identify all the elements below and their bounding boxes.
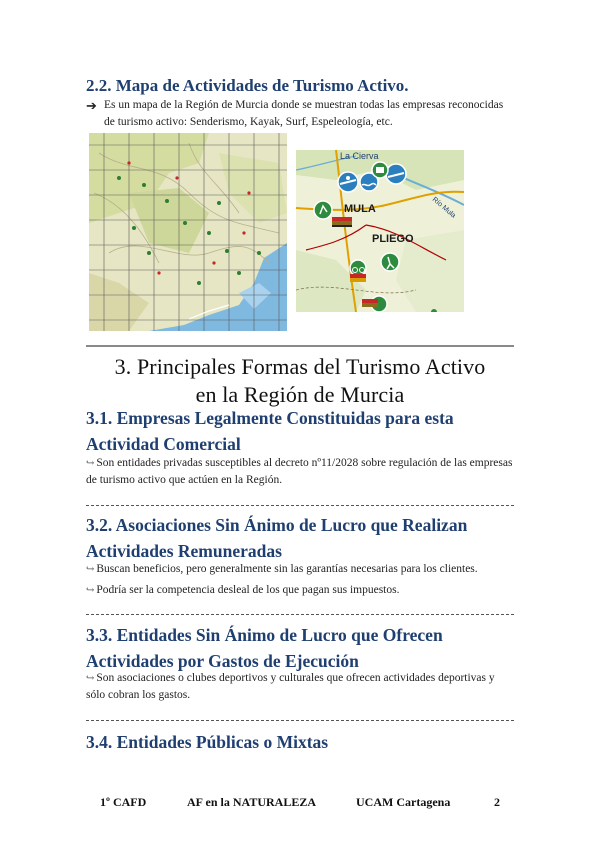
section-3-2-bullet-2-text: Podría ser la competencia desleal de los que pagan sus impuestos. [96,584,400,596]
hook-arrow-icon: ↪ [86,564,95,575]
footer-page-number: 2 [494,795,500,809]
section-3-3-bullet [86,670,514,704]
page-footer [100,795,500,813]
map-label-rio-mula: Río Mula [430,196,457,220]
dashed-divider [86,614,514,615]
map-label-la-cierva: La Cierva [340,151,379,161]
section-2-2-heading: 2.2. Mapa de Actividades de Turismo Activo. [86,76,409,95]
section-3-3-heading-line1: 3.3. Entidades Sin Ánimo de Lucro que Ofrecen [86,625,443,645]
section-3-2-bullet-2 [86,582,514,599]
dashed-divider [86,505,514,506]
kayak-icon [338,172,358,192]
section-3-heading-line2: en la Región de Murcia [195,382,405,407]
footer-institution: UCAM Cartagena [356,795,451,809]
map-label-pliego: PLIEGO [372,233,414,245]
bus-icon [372,162,388,178]
section-3-heading-line1: 3. Principales Formas del Turismo Activo [114,354,486,379]
dashed-divider [86,720,514,721]
section-3-2-heading-line1: 3.2. Asociaciones Sin Ánimo de Lucro que Realizan [86,515,468,535]
section-3-1-heading-line2: Actividad Comercial [86,434,241,454]
section-3-3-bullet-text: Son asociaciones o clubes deportivos y culturales que ofrecen actividades deportivas y sólo cobran los gastos. [86,672,495,701]
hook-arrow-icon: ↪ [86,458,95,469]
climbing-icon [314,201,332,219]
section-3-1-bullet-text: Son entidades privadas susceptibles al decreto nº11/2028 sobre regulación de las empresas de turismo activo que actúen en la Región. [86,457,513,486]
hook-arrow-icon: ↪ [86,585,95,596]
arrow-right-icon: ➔ [86,98,97,113]
rafting-icon [386,164,406,184]
section-3-4-heading: 3.4. Entidades Públicas o Mixtas [86,732,329,752]
section-3-2-bullet-1-text: Buscan beneficios, pero generalmente sin las garantías necesarias para los clientes. [96,563,478,575]
section-3-1-heading-line1: 3.1. Empresas Legalmente Constituidas para esta [86,408,454,428]
mula-pliego-detail-map [296,150,464,312]
section-3-2-bullet-1 [86,561,514,578]
footer-course: 1º CAFD [100,795,147,809]
footer-subject: AF en la NATURALEZA [187,795,317,809]
map-label-mula: MULA [344,203,376,215]
section-3-1-bullet [86,455,514,489]
cycling-icon [350,260,366,276]
hook-arrow-icon: ↪ [86,673,95,684]
section-2-2-bullet-text: Es un mapa de la Región de Murcia donde se muestran todas las empresas reconocidas de turismo activo: Senderismo, Kayak, Surf, Espeleología, etc. [104,99,504,128]
hiking-icon [381,253,399,271]
region-overview-map [89,133,287,331]
section-3-2-heading-line2: Actividades Remuneradas [86,541,282,561]
detail-map-graphic [296,150,464,312]
lodging-marker-icon [332,217,352,227]
camping-marker-icon [350,274,366,282]
hostel-marker-icon [362,299,378,307]
section-2-2-bullet [86,97,506,131]
section-3-3-heading-line2: Actividades por Gastos de Ejecución [86,651,359,671]
section-divider [86,345,514,347]
region-overview-map-graphic [89,133,287,331]
